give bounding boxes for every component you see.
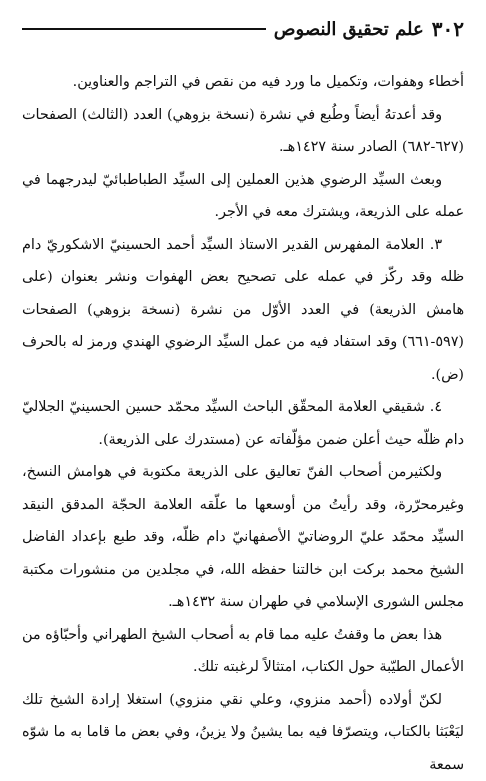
paragraph-5: ٤. شقيقي العلامة المحقّق الباحث السيِّد محمّد حسين الحسينيّ الجلاليّ دام ظلّه حيث أعلن ضمن مؤلّفاته عن (مستدرك على الذريعة). [22, 391, 464, 456]
body-text [22, 66, 464, 781]
running-header [22, 12, 464, 46]
page-number: ٣٠٢ [432, 17, 464, 41]
paragraph-3: وبعث السيِّد الرضوي هذين العملين إلى السيِّد الطباطبائيّ ليدرجهما في عمله على الذريعة، ويشترك معه في الأجر. [22, 164, 464, 229]
header-rule [22, 28, 266, 30]
paragraph-8: لكنّ أولاده (أحمد منزوي، وعلي نقي منزوي) استغلا إرادة الشيخ تلك ليَعْبَثا بالكتاب، ويتصرّفا فيه بما يشينُ ولا يزينُ، وفي بعض ما قاما به ما شوّه سمعة [22, 684, 464, 781]
paragraph-6: ولكثيرمن أصحاب الفنّ تعاليق على الذريعة مكتوبة في هوامش النسخ، وغيرمحرّرة، وقد رأيتُ من أوسعها ما علّقه العلامة الحجّة المدقق النيقد السيِّد محمّد عليّ الروضاتيّ الأصفهانيّ دام ظلّه، وقد طبع بإعداد الفاضل الشيخ محمد بركت ابن خالتنا حفظه الله، في مجلدين من منشورات مكتبة مجلس الشورى الإسلامي في طهران سنة ١٤٣٢هـ. [22, 456, 464, 619]
paragraph-7: هذا بعض ما وقفتُ عليه مما قام به أصحاب الشيخ الطهراني وأحبّاؤه من الأعمال الطيّبة حول الكتاب، امتثالاً لرغبته تلك. [22, 619, 464, 684]
running-title: علم تحقيق النصوص [274, 19, 424, 40]
paragraph-1: أخطاء وهفوات، وتكميل ما ورد فيه من نقص في التراجم والعناوين. [22, 66, 464, 99]
paragraph-4: ٣. العلامة المفهرس القدير الاستاذ السيِّد أحمد الحسينيّ الاشكوريّ دام ظله وقد ركّز في عمله على تصحيح بعض الهفوات ونشر بعنوان (على هامش الذريعة) في العدد الأوّل من نشرة (نسخة بزوهي) الصفحات (٥٩٧-٦٦١) وقد استفاد فيه من عمل السيِّد الرضوي الهندي ورمز له بالحرف (ض). [22, 229, 464, 392]
paragraph-2: وقد أعدتهُ أيضاً وطُبع في نشرة (نسخة بزوهي) العدد (الثالث) الصفحات (٦٢٧-٦٨٢) الصادر سنة ١٤٢٧هـ. [22, 99, 464, 164]
